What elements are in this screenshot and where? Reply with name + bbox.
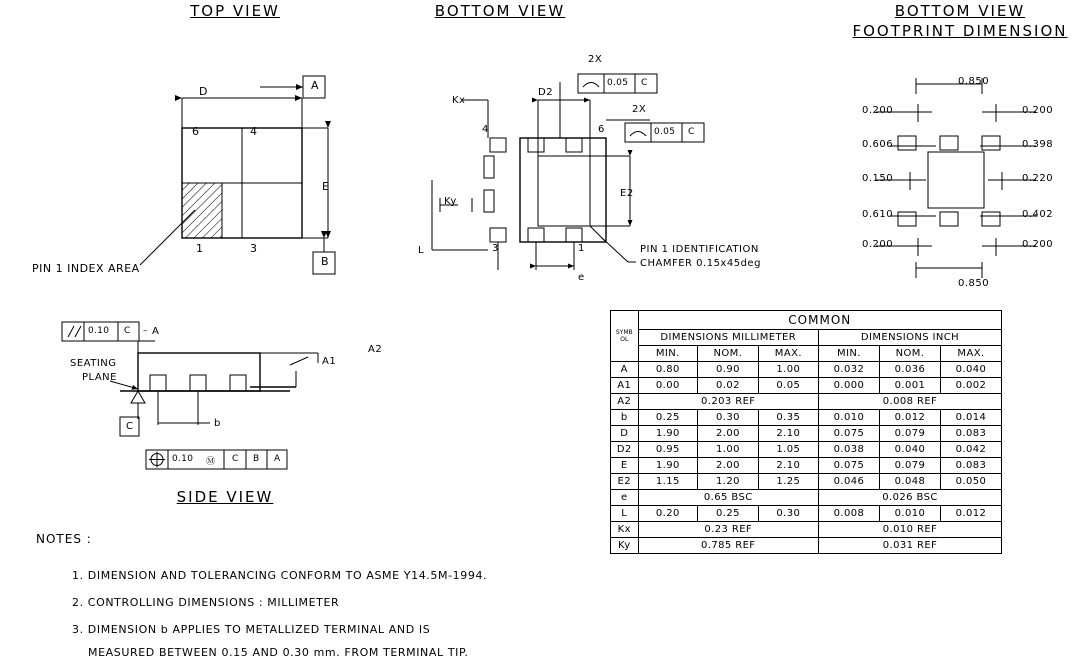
table-cell-mm-2: 1.05 (758, 442, 818, 458)
footprint-dim-220: 0.220 (1022, 173, 1054, 184)
side-view-title: SIDE VIEW (176, 488, 274, 506)
table-row (611, 458, 1002, 474)
side-view-bottom-fcf-datum-a: A (274, 454, 281, 464)
side-view-bottom-fcf-datum-b: B (253, 454, 260, 464)
bottom-view-label-e2: E2 (620, 188, 634, 199)
table-row (611, 490, 1002, 506)
table-group-mm: DIMENSIONS MILLIMETER (638, 330, 818, 346)
footprint-dim-150: 0.150 (862, 173, 894, 184)
table-row (611, 378, 1002, 394)
fcf2-datum: C (688, 127, 695, 137)
table-cell-mm-1: 0.02 (698, 378, 759, 394)
table-cell-in-span: 0.031 REF (818, 538, 1001, 554)
side-view-dim-b: b (214, 418, 221, 429)
table-row (611, 394, 1002, 410)
table-cell-in-1: 0.001 (879, 378, 940, 394)
table-row (611, 506, 1002, 522)
table-cell-mm-1: 0.30 (698, 410, 759, 426)
footprint-dim-top-center: 0.850 (958, 76, 990, 87)
table-cell-in-0: 0.038 (818, 442, 879, 458)
side-view-datum-a: A (152, 326, 160, 337)
top-view-label-d: D (199, 85, 208, 98)
table-cell-in-2: 0.083 (940, 458, 1001, 474)
table-row-symbol: A (611, 362, 639, 378)
footprint-dim-610: 0.610 (862, 209, 894, 220)
note-item-2: 2. CONTROLLING DIMENSIONS : MILLIMETER (72, 596, 340, 609)
table-cell-mm-span: 0.65 BSC (638, 490, 818, 506)
bottom-view-label-d2: D2 (538, 87, 554, 98)
table-row-symbol: A1 (611, 378, 639, 394)
table-cell-in-1: 0.012 (879, 410, 940, 426)
table-row (611, 410, 1002, 426)
table-group-in: DIMENSIONS INCH (818, 330, 1001, 346)
table-col-header-2: MAX. (758, 346, 818, 362)
side-view-bottom-fcf-modifier: Ⓜ (206, 457, 216, 467)
seating-plane-label-line1: SEATING (70, 358, 117, 369)
top-view-pin-1: 1 (196, 242, 204, 255)
table-col-header-5: MAX. (940, 346, 1001, 362)
table-cell-mm-0: 0.20 (638, 506, 698, 522)
table-cell-in-2: 0.012 (940, 506, 1001, 522)
table-cell-mm-1: 0.90 (698, 362, 759, 378)
side-view-top-fcf-datum: C (124, 326, 131, 336)
top-view-datum-a: A (311, 79, 320, 92)
side-view-dash-a: – (143, 326, 148, 336)
footprint-dim-top-right: 0.200 (1022, 105, 1054, 116)
table-cell-in-1: 0.010 (879, 506, 940, 522)
fcf2-quantity: 2X (632, 104, 647, 115)
table-row-symbol: D (611, 426, 639, 442)
table-column-header-row (611, 346, 1002, 362)
table-cell-mm-2: 1.25 (758, 474, 818, 490)
table-cell-mm-2: 0.35 (758, 410, 818, 426)
chamfer-note-line2: CHAMFER 0.15x45deg (640, 258, 761, 269)
seating-plane-label-line2: PLANE (82, 372, 117, 383)
table-row-symbol: b (611, 410, 639, 426)
table-row (611, 362, 1002, 378)
table-cell-mm-0: 1.90 (638, 458, 698, 474)
table-cell-mm-0: 1.15 (638, 474, 698, 490)
table-cell-in-2: 0.083 (940, 426, 1001, 442)
table-cell-mm-0: 0.95 (638, 442, 698, 458)
table-cell-mm-0: 0.80 (638, 362, 698, 378)
note-item-3: 3. DIMENSION b APPLIES TO METALLIZED TERMINAL AND IS (72, 623, 431, 636)
table-cell-in-2: 0.014 (940, 410, 1001, 426)
table-cell-mm-1: 1.20 (698, 474, 759, 490)
table-cell-in-0: 0.010 (818, 410, 879, 426)
table-cell-mm-1: 2.00 (698, 458, 759, 474)
bottom-view-pin-3: 3 (492, 243, 499, 254)
table-cell-mm-2: 2.10 (758, 426, 818, 442)
footprint-dim-bottom-right: 0.200 (1022, 239, 1054, 250)
footprint-dim-398: 0.398 (1022, 139, 1054, 150)
table-cell-in-1: 0.040 (879, 442, 940, 458)
table-cell-in-2: 0.040 (940, 362, 1001, 378)
table-row (611, 442, 1002, 458)
table-row (611, 522, 1002, 538)
table-cell-mm-0: 0.25 (638, 410, 698, 426)
table-cell-mm-0: 1.90 (638, 426, 698, 442)
footprint-dim-402: 0.402 (1022, 209, 1054, 220)
footprint-dim-bottom-left: 0.200 (862, 239, 894, 250)
table-symbol-header: SYMBOL (611, 311, 639, 362)
table-cell-mm-span: 0.785 REF (638, 538, 818, 554)
notes-title: NOTES : (36, 532, 92, 546)
side-view-bottom-fcf-frame (146, 450, 288, 470)
table-row (611, 538, 1002, 554)
side-view-bottom-fcf-datum-c: C (232, 454, 239, 464)
bottom-view-label-kx: Kx (452, 95, 466, 106)
table-cell-mm-2: 2.10 (758, 458, 818, 474)
footprint-title-line1: BOTTOM VIEW (894, 2, 1026, 20)
bottom-view-title: BOTTOM VIEW (434, 2, 566, 20)
table-cell-in-1: 0.048 (879, 474, 940, 490)
table-row (611, 426, 1002, 442)
table-cell-mm-2: 0.05 (758, 378, 818, 394)
table-cell-in-1: 0.036 (879, 362, 940, 378)
top-view-pin-4: 4 (250, 125, 258, 138)
table-cell-in-2: 0.002 (940, 378, 1001, 394)
table-cell-in-2: 0.050 (940, 474, 1001, 490)
table-row-symbol: E2 (611, 474, 639, 490)
footprint-dim-606: 0.606 (862, 139, 894, 150)
table-cell-mm-0: 0.00 (638, 378, 698, 394)
bottom-view-label-ky: Ky (444, 196, 457, 207)
table-cell-in-0: 0.032 (818, 362, 879, 378)
table-cell-mm-1: 1.00 (698, 442, 759, 458)
note-item-1: 1. DIMENSION AND TOLERANCING CONFORM TO ASME Y14.5M-1994. (72, 569, 488, 582)
table-cell-mm-span: 0.203 REF (638, 394, 818, 410)
table-cell-in-2: 0.042 (940, 442, 1001, 458)
dimensions-table-container (610, 310, 1002, 554)
footprint-dim-top-left: 0.200 (862, 105, 894, 116)
chamfer-note-line1: PIN 1 IDENTIFICATION (640, 244, 759, 255)
fcf2-value: 0.05 (654, 127, 676, 137)
table-row-symbol: e (611, 490, 639, 506)
note-item-3-cont: MEASURED BETWEEN 0.15 AND 0.30 mm. FROM TERMINAL TIP. (88, 646, 469, 659)
table-col-header-0: MIN. (638, 346, 698, 362)
table-cell-in-0: 0.075 (818, 458, 879, 474)
table-cell-in-0: 0.008 (818, 506, 879, 522)
bottom-view-label-l: L (418, 245, 425, 256)
top-view-label-e: E (322, 180, 330, 193)
table-col-header-1: NOM. (698, 346, 759, 362)
fcf1-quantity: 2X (588, 54, 603, 65)
pin1-index-area-label: PIN 1 INDEX AREA (32, 262, 140, 275)
table-cell-in-0: 0.046 (818, 474, 879, 490)
table-cell-mm-span: 0.23 REF (638, 522, 818, 538)
side-view-datum-c: C (126, 421, 134, 432)
table-cell-in-1: 0.079 (879, 426, 940, 442)
top-view-title: TOP VIEW (190, 2, 280, 20)
table-row-symbol: Kx (611, 522, 639, 538)
fcf1-value: 0.05 (607, 78, 629, 88)
table-row (611, 474, 1002, 490)
top-view-drawing (100, 60, 380, 290)
table-cell-in-1: 0.079 (879, 458, 940, 474)
table-cell-in-span: 0.010 REF (818, 522, 1001, 538)
table-cell-mm-1: 0.25 (698, 506, 759, 522)
table-row-symbol: L (611, 506, 639, 522)
fcf1-datum: C (641, 78, 648, 88)
dimensions-table (610, 310, 1002, 554)
table-cell-mm-2: 1.00 (758, 362, 818, 378)
side-view-top-fcf-value: 0.10 (88, 326, 110, 336)
top-view-pin-6: 6 (192, 125, 200, 138)
table-title: COMMON (638, 311, 1001, 330)
footprint-title-line2: FOOTPRINT DIMENSION (852, 22, 1068, 40)
top-view-datum-b: B (321, 255, 330, 268)
table-cell-mm-2: 0.30 (758, 506, 818, 522)
footprint-dim-bottom-center: 0.850 (958, 278, 990, 289)
table-cell-in-span: 0.026 BSC (818, 490, 1001, 506)
table-row-symbol: E (611, 458, 639, 474)
table-cell-in-span: 0.008 REF (818, 394, 1001, 410)
table-col-header-3: MIN. (818, 346, 879, 362)
side-view-dim-a1: A1 (322, 356, 337, 367)
side-view-dim-a2: A2 (368, 344, 383, 355)
table-row-symbol: Ky (611, 538, 639, 554)
table-col-header-4: NOM. (879, 346, 940, 362)
top-view-pin-3: 3 (250, 242, 258, 255)
bottom-view-pin-4: 4 (482, 124, 489, 135)
bottom-view-pin-6: 6 (598, 124, 605, 135)
bottom-view-label-e: e (578, 272, 585, 283)
table-cell-in-0: 0.075 (818, 426, 879, 442)
side-view-bottom-fcf-value: 0.10 (172, 454, 194, 464)
table-row-symbol: A2 (611, 394, 639, 410)
table-cell-mm-1: 2.00 (698, 426, 759, 442)
table-row-symbol: D2 (611, 442, 639, 458)
table-cell-in-0: 0.000 (818, 378, 879, 394)
bottom-view-pin-1: 1 (578, 243, 585, 254)
